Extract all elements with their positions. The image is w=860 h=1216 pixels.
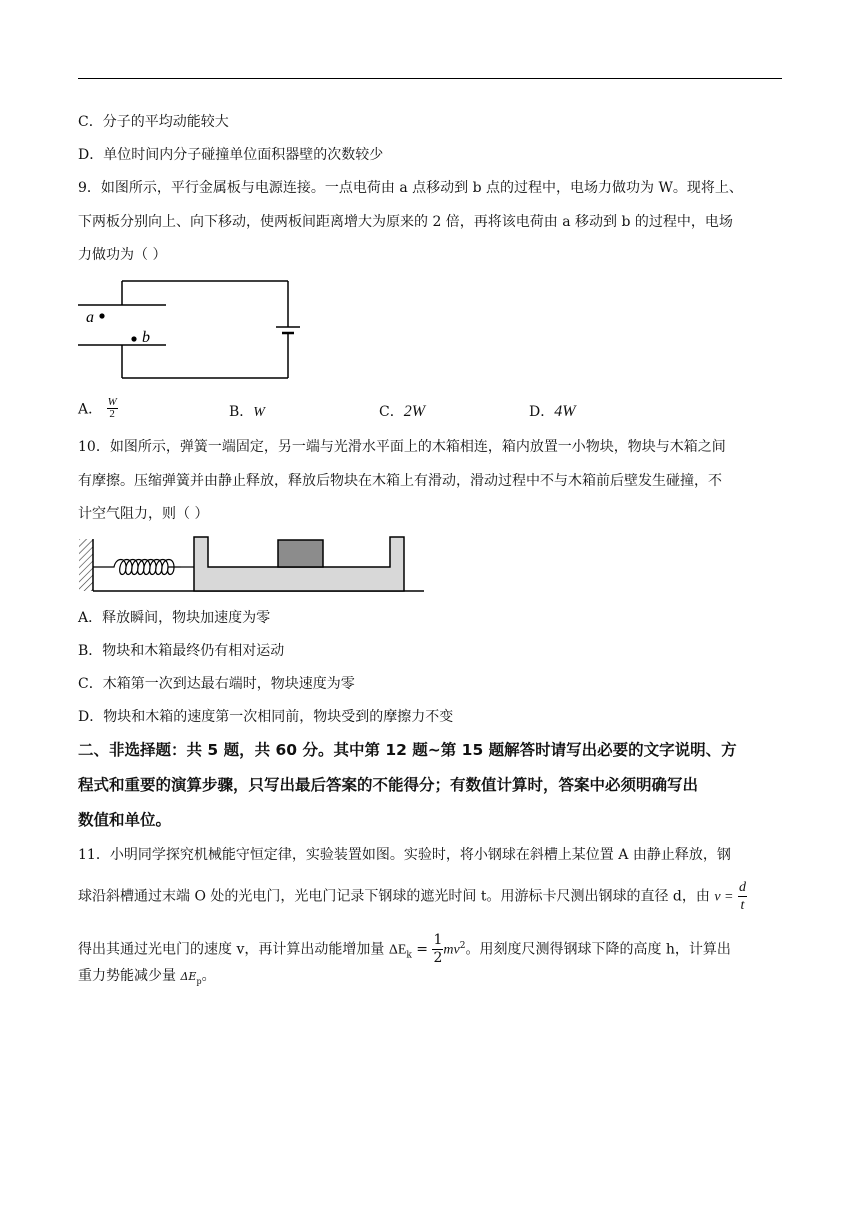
q9-circuit-figure [76,278,306,384]
section2-heading-line1: 二、非选择题：共 5 题，共 60 分。其中第 12 题~第 15 题解答时请写出必要的文字说明、方 [78,741,737,759]
q11-text-line2: 球沿斜槽通过末端 O 处的光电门，光电门记录下钢球的遮光时间 t。用游标卡尺测出钢球的直径 d，由 v = $\frac{d}{t}$ [78,880,746,913]
q11-text-line3: 得出其通过光电门的速度 v，再计算出动能增加量 $\Delta E_k$ = $\frac{1}{2}$ $mv^2$。用刻度尺测得钢球下降的高度 h，计算出 [78,932,731,966]
q11-text-line1: 11．小明同学探究机械能守恒定律，实验装置如图。实验时，将小钢球在斜槽上某位置 A 由静止释放，钢 [78,847,731,863]
wall-hatch [79,539,93,591]
small-block [278,540,323,567]
q9-text-line1: 9．如图所示，平行金属板与电源连接。一点电荷由 a 点移动到 b 点的过程中，电场力做功为 W。现将上、 [78,180,743,196]
q8-option-c: C．分子的平均动能较大 [78,114,229,130]
d-over-t-fraction: $\frac{d}{t}$ [738,880,746,913]
q10-text-line3: 计空气阻力，则（ ） [78,506,209,522]
q9-option-d: D．4W [529,403,576,420]
w-over-2-fraction: $\frac{W}{2}$ [107,396,117,420]
point-b-dot [131,336,136,341]
spring [93,560,181,575]
q9-option-b: B．W [229,404,265,420]
point-b-label: b [142,329,150,346]
q10-option-d: D．物块和木箱的速度第一次相同前，物块受到的摩擦力不变 [78,709,454,725]
q10-spring-box-figure [76,535,428,595]
q9-text-line3: 力做功为（ ） [78,247,167,263]
section2-heading-line2: 程式和重要的演算步骤，只写出最后答案的不能得分；有数值计算时，答案中必须明确写出 [78,776,699,794]
q10-option-a: A．释放瞬间，物块加速度为零 [78,610,271,626]
point-a-label: a [86,309,94,326]
header-rule [78,78,782,79]
q9-text-line2: 下两板分别向上、向下移动，使两板间距离增大为原来的 2 倍，再将该电荷由 a 移动到 b 的过程中，电场 [78,214,733,230]
q9-option-c: C．2W [379,403,426,420]
q10-text-line2: 有摩擦。压缩弹簧并由静止释放，释放后物块在木箱上有滑动，滑动过程中不与木箱前后壁发生碰撞，不 [78,473,722,489]
one-half-fraction: $\frac{1}{2}$ [433,932,443,966]
q9-option-a: A． $\frac{W}{2}$ [78,396,117,420]
q10-text-line1: 10．如图所示，弹簧一端固定，另一端与光滑水平面上的木箱相连，箱内放置一小物块，物块与木箱之间 [78,439,726,455]
q8-option-d: D．单位时间内分子碰撞单位面积器壁的次数较少 [78,147,384,163]
q11-text-line4: 重力势能减少量 $\Delta E_p$。 [78,968,216,986]
section2-heading-line3: 数值和单位。 [78,811,172,829]
point-a-dot [99,313,104,318]
q10-option-b: B．物块和木箱最终仍有相对运动 [78,643,285,659]
q10-option-c: C．木箱第一次到达最右端时，物块速度为零 [78,676,355,692]
